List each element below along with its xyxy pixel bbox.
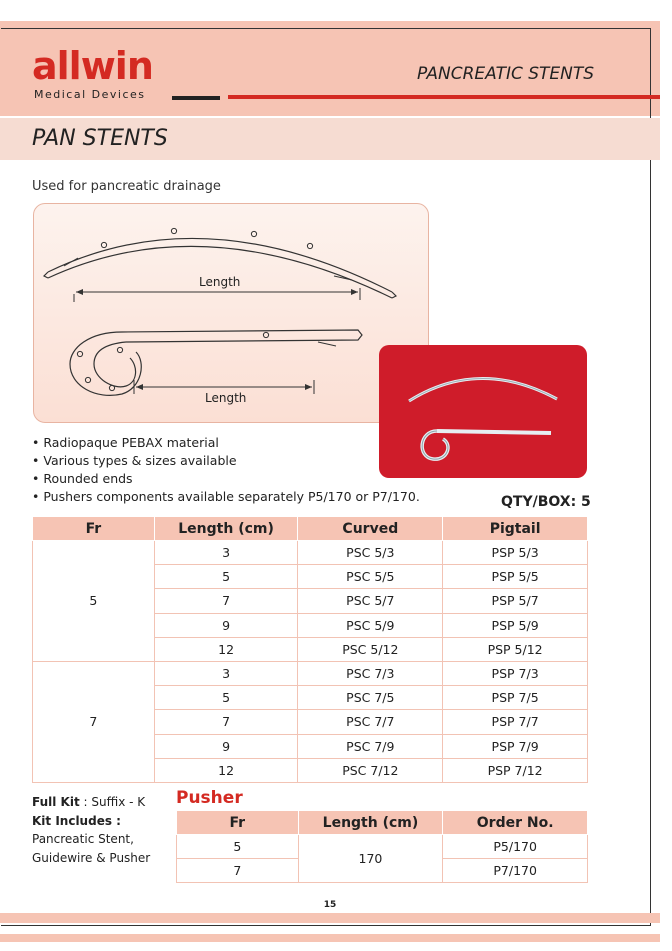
pusher-order-cell: P7/170 (443, 859, 588, 883)
pusher-title: Pusher (176, 788, 243, 808)
curved-code-cell: PSC 7/3 (298, 661, 443, 685)
pigtail-stent-drawing (122, 330, 362, 342)
pigtail-code-cell: PSP 7/5 (443, 686, 588, 710)
table-row (33, 661, 588, 685)
feature-list (32, 434, 420, 506)
pigtail-code-cell: PSP 7/9 (443, 734, 588, 758)
section-title: PAN STENTS (32, 126, 168, 151)
full-kit-value: : Suffix - K (79, 795, 146, 809)
table-row (33, 541, 588, 565)
intro-text: Used for pancreatic drainage (32, 179, 221, 194)
curved-code-cell: PSC 5/12 (298, 637, 443, 661)
length-cell: 9 (154, 734, 298, 758)
curved-code-cell: PSC 5/9 (298, 613, 443, 637)
col-header-curved: Curved (298, 517, 443, 541)
curved-code-cell: PSC 5/7 (298, 589, 443, 613)
stent-table (32, 516, 588, 783)
kit-info (32, 793, 150, 867)
length-cell: 7 (154, 589, 298, 613)
curved-code-cell: PSC 7/9 (298, 734, 443, 758)
pusher-col-header-order: Order No. (443, 811, 588, 835)
logo-underline-red (228, 95, 660, 99)
length-cell: 7 (154, 710, 298, 734)
length-cell: 3 (154, 541, 298, 565)
feature-item: • Rounded ends (32, 470, 420, 488)
kit-includes-line: Guidewire & Pusher (32, 850, 151, 865)
length-cell: 3 (154, 661, 298, 685)
curved-code-cell: PSC 7/12 (298, 758, 443, 782)
table-row (177, 835, 588, 859)
pusher-table (176, 810, 588, 883)
diagram-length-label-bottom: Length (205, 391, 247, 405)
logo-underline-dark (172, 96, 220, 100)
col-header-fr: Fr (33, 517, 155, 541)
diagram-length-label-top: Length (199, 275, 241, 289)
pigtail-code-cell: PSP 5/7 (443, 589, 588, 613)
curved-code-cell: PSC 5/3 (298, 541, 443, 565)
stent-diagram-svg (34, 204, 430, 424)
length-cell: 12 (154, 637, 298, 661)
pusher-length-cell: 170 (298, 835, 443, 883)
pusher-order-cell: P5/170 (443, 835, 588, 859)
fr-cell: 5 (33, 541, 155, 662)
feature-item: • Radiopaque PEBAX material (32, 434, 420, 452)
bottom-band (0, 913, 660, 923)
pigtail-code-cell: PSP 5/3 (443, 541, 588, 565)
curved-code-cell: PSC 7/5 (298, 686, 443, 710)
bottom-band-lower (0, 934, 660, 942)
brand-logo: allwin (32, 44, 153, 88)
stent-diagram (33, 203, 429, 423)
pigtail-code-cell: PSP 5/9 (443, 613, 588, 637)
page-number: 15 (323, 900, 337, 910)
pigtail-code-cell: PSP 7/12 (443, 758, 588, 782)
curved-code-cell: PSC 7/7 (298, 710, 443, 734)
length-cell: 9 (154, 613, 298, 637)
col-header-length: Length (cm) (154, 517, 298, 541)
length-cell: 5 (154, 565, 298, 589)
length-cell: 5 (154, 686, 298, 710)
qty-per-box: QTY/BOX: 5 (501, 494, 591, 510)
length-cell: 12 (154, 758, 298, 782)
full-kit-label: Full Kit (32, 795, 80, 809)
kit-includes-label: Kit Includes : (32, 813, 121, 828)
header-title: PANCREATIC STENTS (417, 64, 595, 84)
pigtail-code-cell: PSP 5/5 (443, 565, 588, 589)
brand-subtitle: Medical Devices (34, 88, 146, 101)
pigtail-code-cell: PSP 5/12 (443, 637, 588, 661)
feature-item: • Various types & sizes available (32, 452, 420, 470)
feature-item: • Pushers components available separately P5/170 or P7/170. (32, 488, 420, 506)
fr-cell: 7 (33, 661, 155, 782)
pusher-fr-cell: 5 (177, 835, 299, 859)
curved-code-cell: PSC 5/5 (298, 565, 443, 589)
col-header-pigtail: Pigtail (443, 517, 588, 541)
pusher-fr-cell: 7 (177, 859, 299, 883)
pigtail-code-cell: PSP 7/3 (443, 661, 588, 685)
pusher-col-header-fr: Fr (177, 811, 299, 835)
pigtail-code-cell: PSP 7/7 (443, 710, 588, 734)
pusher-col-header-length: Length (cm) (298, 811, 443, 835)
kit-includes-line: Pancreatic Stent, (32, 832, 134, 846)
